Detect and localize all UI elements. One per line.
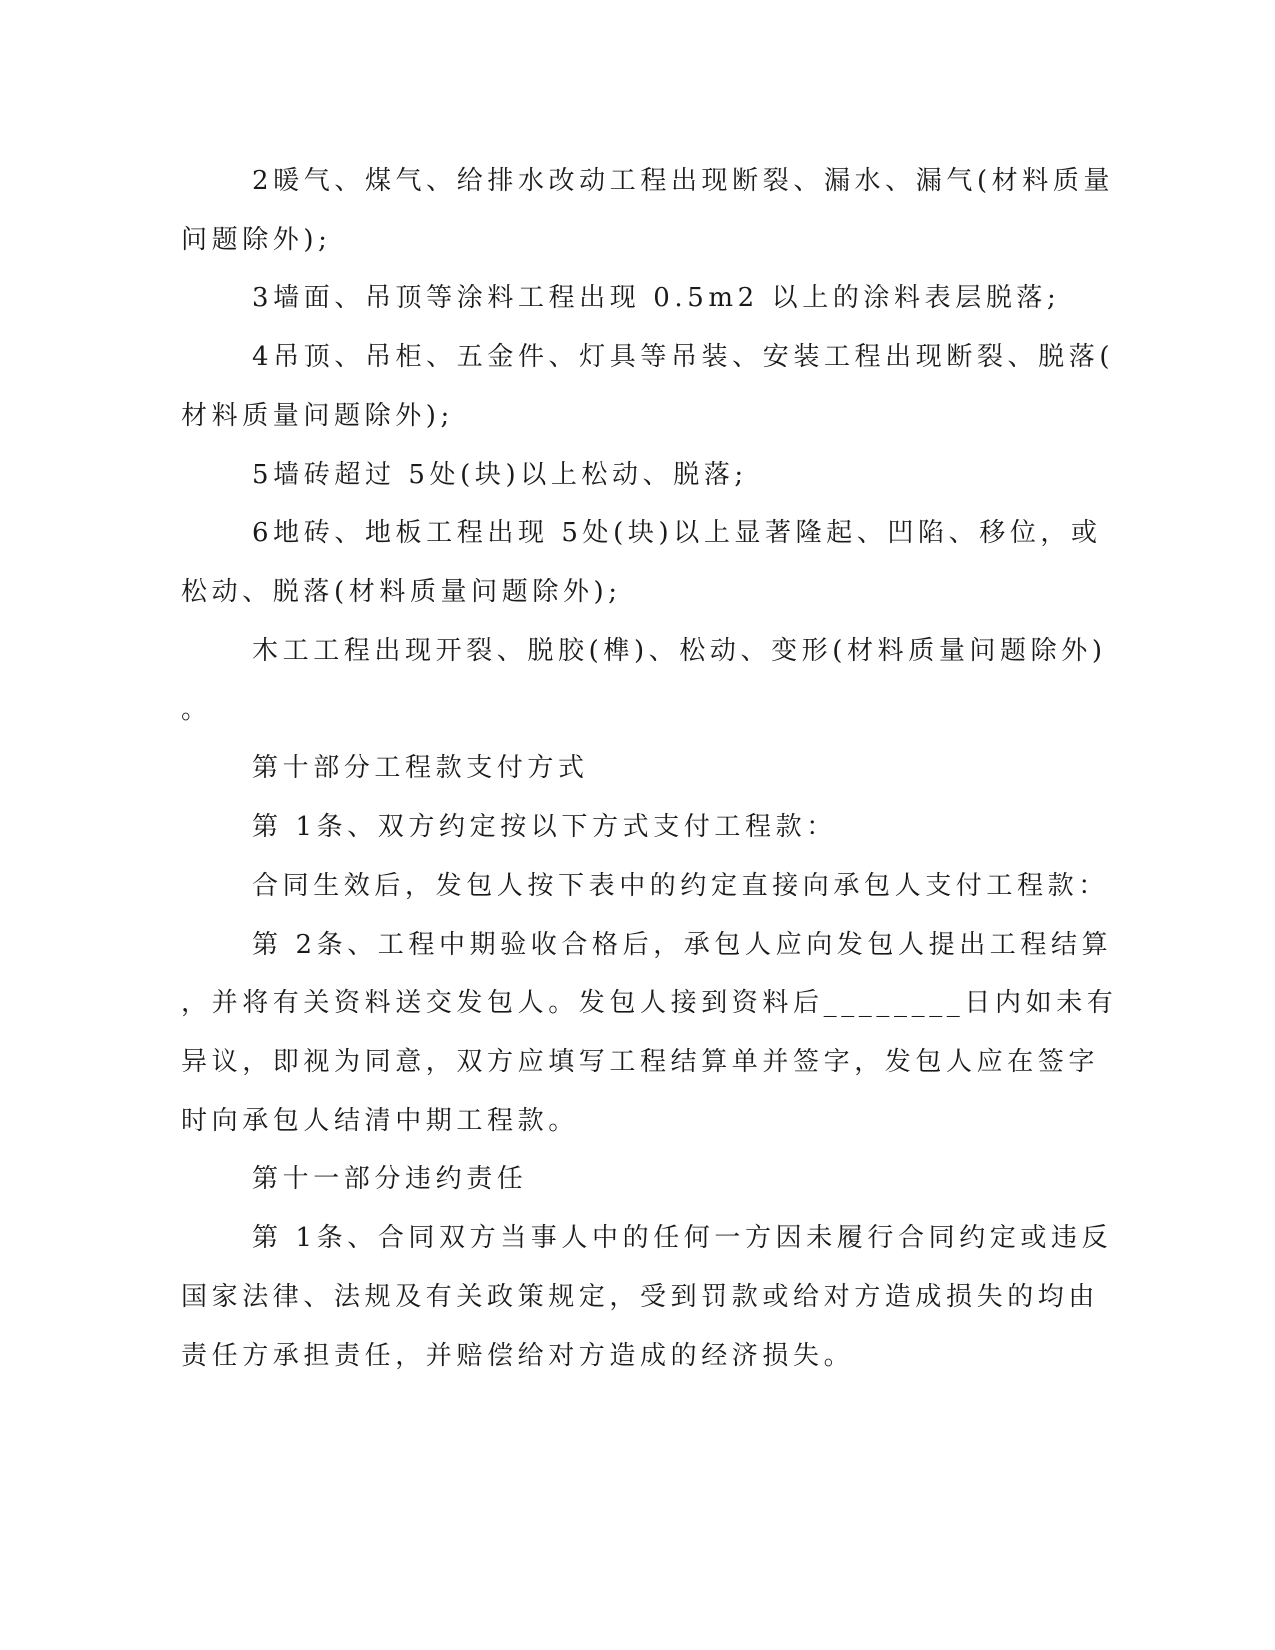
list-item-wall-tiles: 5墙砖超过 5处(块)以上松动、脱落; [252,460,748,490]
section-heading-payment: 第十部分工程款支付方式 [252,753,589,783]
list-item-floor-continued: 松动、脱落(材料质量问题除外); [181,577,622,607]
liability-article-1-continued-1: 国家法律、法规及有关政策规定，受到罚款或给对方造成损失的均由 [181,1282,1100,1312]
payment-article-1: 第 1条、双方约定按以下方式支付工程款： [252,812,837,842]
list-item-woodwork-continued: 。 [181,695,212,725]
payment-article-2-continued-3: 时向承包人结清中期工程款。 [181,1106,579,1136]
payment-article-2: 第 2条、工程中期验收合格后，承包人应向发包人提出工程结算 [252,930,1113,960]
list-item-ceiling: 4吊顶、吊柜、五金件、灯具等吊装、安装工程出现断裂、脱落( [252,342,1115,372]
list-item-heating-continued: 问题除外); [181,225,332,255]
list-item-woodwork: 木工工程出现开裂、脱胶(榫)、松动、变形(材料质量问题除外) [252,636,1107,666]
section-heading-liability: 第十一部分违约责任 [252,1164,528,1194]
list-item-floor: 6地砖、地板工程出现 5处(块)以上显著隆起、凹陷、移位，或 [252,518,1102,548]
payment-article-1-detail: 合同生效后，发包人按下表中的约定直接向承包人支付工程款： [252,871,1109,901]
liability-article-1-continued-2: 责任方承担责任，并赔偿给对方造成的经济损失。 [181,1341,855,1371]
payment-article-2-continued-2: 异议，即视为同意，双方应填写工程结算单并签字，发包人应在签字 [181,1047,1100,1077]
payment-article-2-continued-1: ，并将有关资料送交发包人。发包人接到资料后________日内如未有 [181,988,1118,1018]
liability-article-1: 第 1条、合同双方当事人中的任何一方因未履行合同约定或违反 [252,1223,1113,1253]
list-item-ceiling-continued: 材料质量问题除外); [181,401,454,431]
list-item-heating: 2暖气、煤气、给排水改动工程出现断裂、漏水、漏气(材料质量 [252,166,1115,196]
list-item-paint: 3墙面、吊顶等涂料工程出现 0.5m2 以上的涂料表层脱落; [252,283,1061,313]
